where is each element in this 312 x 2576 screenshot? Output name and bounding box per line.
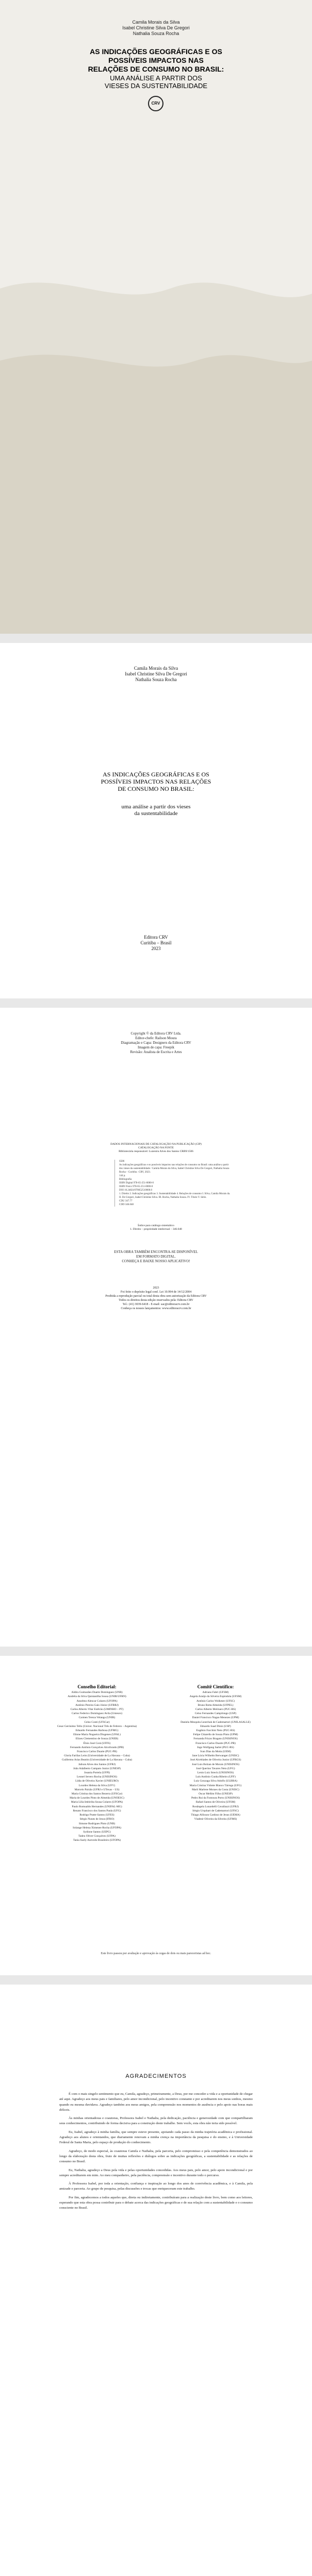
editorial-member: Maria Cristina dos Santos Bezerra (UFSCar) xyxy=(71,1792,123,1796)
cip-record xyxy=(114,1160,233,1207)
cip-line: ISBN Digital 978-65-251-0000-0 xyxy=(119,1182,154,1184)
editorial-member: Tadeu Oliver Gonçalves (UFPA) xyxy=(78,1835,116,1838)
scientific-member: Francisco Carlos Duarte (PUC-PR) xyxy=(195,1741,236,1745)
title-page-author: Nathalia Souza Rocha xyxy=(135,677,177,682)
title-page-author: Isabel Christine Silva De Gregori xyxy=(125,671,187,676)
scientific-member: Ingo Wolfgang Sarlet (PUC-RS) xyxy=(197,1745,234,1749)
paragraph: Eu, Nathalia, agradeço a Deus pela vida e pelas oportunidades concedidas. Aos meus pais, pelo amor, pelo apoio incondicional e por sempre acreditarem em mim. Ao meu companheiro, pela paciência, compreensão e incentivo durante todo o percurso. xyxy=(59,2168,253,2177)
cover-author: Nathalia Souza Rocha xyxy=(133,31,179,36)
scientific-member: Angela Araújo da Silveira Espindola (UFSM) xyxy=(189,1695,242,1699)
councils-page xyxy=(0,1656,312,1975)
acknowledgements-body xyxy=(59,2092,253,2214)
cip-line: 1. Direito 2. Indicações geográficas 3. Sustentabilidade 4. Relações de consumo I. Silva, Camila Morais da. II. De Gregori, Isabel Christine Silva. III. Rocha, Nathalia Souza. IV. Título V. Série. xyxy=(119,1193,231,1199)
credit-line: Copyright © da Editora CRV Ltda. xyxy=(130,1031,182,1036)
title-page-author: Camila Morais da Silva xyxy=(134,666,178,671)
cip-heading-line: DADOS INTERNACIONAIS DE CATALOGAÇÃO NA PUBLICAÇÃO (CIP) xyxy=(110,1143,202,1146)
scientific-member: Daniela Mesquita Leutchuk de Cademartori (UNILASALLE) xyxy=(180,1720,251,1724)
cip-line: ISBN Físico 978-65-251-0000-0 xyxy=(119,1185,153,1188)
editorial-member: Maria Lília Imbiriba Sousa Colares (UFOPA) xyxy=(71,1801,123,1804)
title-page-subtitle-line: uma análise a partir dos vieses xyxy=(121,804,191,810)
editorial-member: Aldira Guimarães Duarte Domínguez (UNB) xyxy=(71,1691,123,1694)
editorial-member: Celso Conti (UFSCar) xyxy=(84,1720,110,1724)
editorial-member: Tania Suely Azevedo Brasileiro (UFOPA) xyxy=(73,1839,121,1842)
paragraph: Eu, Isabel, agradeço à minha família, que sempre esteve presente, apoiando cada passo da minha trajetória acadêmica e profissional. Agradeço aos alunos e orientandos, que diariamente renovam a minha crença na importância da pesquisa e do ensino, e à Universidade Federal de Santa Maria, pelo espaço de produção do conhecimento. xyxy=(59,2130,253,2145)
title-page-title-line: POSSÍVEIS IMPACTOS NAS RELAÇÕES xyxy=(101,778,211,785)
publisher-name: Editora CRV xyxy=(144,935,168,940)
copyright-page xyxy=(0,1008,312,1647)
editorial-member: Carlos Federico Domínguez Avila (Unieuro) xyxy=(72,1712,122,1716)
editorial-member: Guillermo Arias Beatón (Universidade de La Havana – Cuba) xyxy=(62,1758,132,1762)
editorial-member: Cesar Gerónimo Tello (Univer. Nacional Três de Febrero – Argentina) xyxy=(57,1724,137,1728)
scientific-member: Luís Antônio Cunha Ribeiro (UFF) xyxy=(195,1775,236,1779)
editorial-member: Carmen Tereza Velanga (UNIR) xyxy=(78,1716,116,1720)
legal-line: Conheça os nossos lançamentos: www.editoracrv.com.br xyxy=(121,1307,191,1310)
scientific-member: Antônio Carlos Wolkmer (UFSC) xyxy=(196,1699,235,1703)
scientific-member: Carlos Alberto Molinaro (PUC-RS) xyxy=(195,1708,236,1711)
cip-line: 144 p. xyxy=(119,1175,126,1177)
editorial-member: Gloria Fariñas León (Universidade de La Havana – Cuba) xyxy=(64,1754,130,1758)
editorial-member: Simone Rodrigues Pinto (UNB) xyxy=(78,1822,116,1825)
legal-line: Todos os direitos desta edição reservados pela: Editora CRV xyxy=(119,1299,193,1302)
title-page-authors xyxy=(0,666,312,683)
cover-subtitle-line: VIESES DA SUSTENTABILIDADE xyxy=(104,82,208,90)
legal-line: 2023 xyxy=(153,1286,159,1290)
scientific-member: Maria Cristina Vidotte Blanco Tárrega (UFG) xyxy=(189,1784,242,1787)
paragraph: Por fim, agradecemos a todos aqueles que, direta ou indiretamente, contribuíram para a realização deste livro, bem como aos leitores, esperando que esta obra possa contribuir para o debate acerca das indicações geográficas e de sua relação com a sustentabilidade e o consumo consciente no Brasil. xyxy=(59,2195,253,2210)
title-page-title-line: AS INDICAÇÕES GEOGRÁFICAS E OS xyxy=(103,771,209,778)
scientific-member: José Luis Bolzan de Morais (UNISINOS) xyxy=(192,1762,239,1766)
editorial-member: Fernando Antônio Gonçalves Alcoforado (IPB) xyxy=(70,1745,124,1749)
cip-line: As indicações geográficas e os possíveis impactos nas relações de consumo no Brasil: uma análise a partir dos vieses da sustentabilidade / Camila Morais da Silva, Isabel Christine Silva De Gregori, Nathalia Souza Rocha – Curitiba : CRV, 2023. xyxy=(119,1164,229,1174)
acknowledgements-page xyxy=(0,1985,312,2576)
editorial-member: Carlos Alberto Vilar Estêvão (UMINHO – PT) xyxy=(70,1708,124,1711)
scientific-member: Eugênio Facchini Neto (PUC-RS) xyxy=(196,1729,235,1733)
editorial-member: Eduardo Fernandes Barbosa (UFMG) xyxy=(75,1729,119,1733)
scientific-member: Daniel Francisco Nagao Menezes (UPM) xyxy=(192,1716,239,1720)
editorial-member: Maria de Lourdes Pinto de Almeida (UNOESC) xyxy=(70,1797,124,1800)
editorial-board-list xyxy=(45,1690,149,1842)
publisher-logo: CRV xyxy=(148,96,163,111)
scientific-committee xyxy=(164,1685,267,1822)
acknowledgements-title: AGRADECIMENTOS xyxy=(125,2073,187,2079)
copyright-credits xyxy=(0,1031,312,1055)
scientific-member: Bruno Rotta Almeida (UFPEL) xyxy=(198,1703,234,1707)
notice-line: ESTA OBRA TAMBÉM ENCONTRA-SE DISPONÍVEL xyxy=(114,1250,198,1254)
paragraph: Às minhas orientadoras e coautoras, Professora Isabel e Nathalia, pela dedicação, paciência e generosidade com que compartilharam seus conhecimentos, contribuindo de forma decisiva para a construção deste trabalho. Sem vocês, esta obra não teria sido possível. xyxy=(59,2116,253,2126)
cover-page xyxy=(0,0,312,634)
editorial-member: Élsio José Corá (UFFS) xyxy=(83,1741,111,1745)
editorial-member: Renato Francisco dos Santos Paula (UFG) xyxy=(73,1809,121,1812)
scientific-member: Thiago Allisson Cardoso de Jesus (UEMA) xyxy=(191,1814,240,1817)
publisher-city: Curitiba – Brasil xyxy=(140,940,172,945)
cip-line: Bibliografia xyxy=(119,1178,132,1181)
scientific-member: Adriano Fabri (UFSM) xyxy=(202,1691,229,1694)
publication-year: 2023 xyxy=(151,946,161,951)
legal-line: Foi feito o depósito legal conf. Lei 10.994 de 14/12/2004 xyxy=(120,1291,192,1294)
scientific-committee-title: Comitê Científico: xyxy=(197,1684,234,1689)
cover-subtitle xyxy=(31,74,281,90)
title-page-title xyxy=(72,771,240,792)
cover-title xyxy=(31,47,281,74)
scientific-member: Luiz Gonzaga Silva Adolfo (ULBRA) xyxy=(193,1780,237,1783)
notice-line: EM FORMATO DIGITAL. xyxy=(136,1255,176,1259)
editorial-member: Elione Maria Nogueira Diogenes (UFAL) xyxy=(73,1733,121,1737)
digital-edition-notice xyxy=(0,1250,312,1264)
scientific-member: Jane Lúcia Wilhelm Berwanger (UNISC) xyxy=(192,1754,239,1758)
scientific-member: Vladmir Oliveira da Silveira (UFMS) xyxy=(194,1818,237,1821)
editorial-board-title: Conselho Editorial: xyxy=(77,1684,117,1689)
cover-subtitle-line: UMA ANÁLISE A PARTIR DOS xyxy=(110,74,202,82)
index-line: 1. Direito – propriedade intelectual – 346.048 xyxy=(130,1228,182,1231)
title-page xyxy=(0,643,312,998)
scientific-member: José Querino Tavares Neto (UFG) xyxy=(196,1767,235,1770)
scientific-member: Rosângela Lunardelli Cavallazzi (UFRJ) xyxy=(192,1805,239,1808)
editorial-member: Marcelo Paixão (UFRJ e UTexas – US) xyxy=(74,1788,120,1791)
cip-heading-line: Bibliotecária responsável: Luzenira Alves dos Santos CRB9/1506 xyxy=(119,1150,193,1153)
scientific-member: Lenio Luiz Streck (UNISINOS) xyxy=(197,1771,234,1775)
cover-title-line: RELAÇÕES DE CONSUMO NO BRASIL: xyxy=(88,65,224,73)
paragraph: À Professora Isabel, por toda a orientação, confiança e inspiração ao longo dos anos de convivência acadêmica, e à Camila, pela amizade e parceria. Ao grupo de pesquisa, pelas discussões e trocas que enriqueceram este trabalho. xyxy=(59,2182,253,2191)
scientific-member: Rafael Santos de Oliveira (UFSM) xyxy=(195,1801,236,1804)
legal-line: Proibida a reprodução parcial ou total desta obra sem autorização da Editora CRV xyxy=(105,1295,207,1298)
title-page-title-line: DE CONSUMO NO BRASIL: xyxy=(118,785,194,792)
scientific-committee-list xyxy=(164,1690,267,1821)
editorial-member: Sérgio Nunes de Jesus (IFRO) xyxy=(79,1818,114,1821)
scientific-member: Marli Marlene Moraes da Costa (UNISC) xyxy=(192,1788,239,1791)
editorial-member: Rodrigo Pratte-Santos (UFES) xyxy=(79,1814,114,1817)
credit-line: Diagramação e Capa: Designers da Editora CRV xyxy=(121,1041,191,1045)
cip-line: CDD 346.048 xyxy=(119,1204,134,1206)
cover-authors xyxy=(0,20,312,37)
editorial-member: Solange Helena Ximenes-Rocha (UFOPA) xyxy=(72,1826,122,1829)
scientific-member: Sérgio Urquhart de Cademartori (UFSC) xyxy=(192,1809,239,1812)
credit-line: Editor-chefe: Railson Moura xyxy=(135,1036,177,1040)
editorial-member: Antônio Pereira Gaio Júnior (UFRRJ) xyxy=(75,1703,119,1707)
cip-line: S586 xyxy=(119,1160,125,1163)
cover-title-line: POSSÍVEIS IMPACTOS NAS xyxy=(108,56,204,64)
scientific-member: Celso Fernandes Campilongo (USP) xyxy=(194,1712,237,1716)
scientific-member: Ivan Dias da Motta (UEM) xyxy=(200,1750,231,1754)
editorial-member: Lourdes Helena da Silva (UFV) xyxy=(78,1784,116,1787)
credit-line: Revisão: Analista de Escrita e Artes xyxy=(130,1050,182,1054)
editorial-member: João Adalberto Campato Junior (UNESP) xyxy=(73,1767,121,1770)
title-page-subtitle xyxy=(72,804,240,817)
editorial-member: Leonel Severo Rocha (UNISINOS) xyxy=(76,1775,118,1779)
legal-line: Tel.: (41) 3039-6418 - E-mail: sac@editoracrv.com.br xyxy=(122,1303,190,1306)
cover-artwork xyxy=(0,0,312,634)
catalog-index xyxy=(0,1224,312,1231)
scientific-member: Felipe Chiarello de Souza Pinto (UPM) xyxy=(193,1733,238,1737)
legal-notice xyxy=(0,1286,312,1311)
editorial-member: Andréia da Silva Quintanilha Sousa (UNIR/UFRN) xyxy=(68,1695,126,1699)
cip-heading xyxy=(0,1143,312,1154)
cip-line: CDU 347.77 xyxy=(119,1200,133,1202)
scientific-member: Eduardo Saad Diniz (USP) xyxy=(200,1724,231,1728)
editorial-member: Sydione Santos (UEPG) xyxy=(83,1830,111,1834)
index-line: Índice para catálogo sistemático xyxy=(138,1224,174,1227)
scientific-member: Fernanda Frizzo Bragato (UNISINOS) xyxy=(193,1737,238,1741)
paragraph: É com o mais singelo sentimento que eu, Camila, agradeço, primeiramente, a Deus, por me conceder a vida e a oportunidade de chegar até aqui. Agradeço aos meus pais e familiares, pelo amor incondicional, pelo incentivo constante e por acreditarem nos meus sonhos, mesmo quando eu mesma duvidava. Agradeço também aos meus amigos, pela compreensão nos momentos de ausência e pelo apoio nas horas mais difíceis. xyxy=(59,2092,253,2112)
editorial-member: Lídia de Oliveira Xavier (UNIEURO) xyxy=(75,1780,119,1783)
paragraph: Agradeço, de modo especial, às coautoras Camila e Nathalia, pela parceria, pelo compromisso e pela competência demonstrados ao longo da elaboração desta obra, fruto de muitas reflexões e diálogos sobre as indicações geográficas, a sustentabilidade e as relações de consumo no Brasil. xyxy=(59,2149,253,2164)
cover-title-line: AS INDICAÇÕES GEOGRÁFICAS E OS xyxy=(90,47,222,56)
title-page-subtitle-line: da sustentabilidade xyxy=(134,810,178,817)
notice-line: CONHEÇA E BAIXE NOSSO APLICATIVO! xyxy=(122,1259,190,1263)
editorial-member: Josania Portela (UFPI) xyxy=(84,1771,110,1775)
editorial-member: Paulo Romualdo Hernandes (UNIFAL-MG) xyxy=(72,1805,122,1808)
peer-review-note: Este livro passou por avaliação e aprovação às cegas de dois ou mais pareceristas ad hoc. xyxy=(101,1952,211,1955)
cip-heading-line: CATALOGAÇÃO NA FONTE xyxy=(138,1146,174,1149)
title-page-publisher xyxy=(0,935,312,952)
scientific-member: Pedro Rui da Fontoura Porto (UNISINOS) xyxy=(191,1797,240,1800)
scientific-member: José Alcebíades de Oliveira Junior (UFRGS) xyxy=(190,1758,241,1762)
scientific-member: Oscar Mellim Filho (UNESP) xyxy=(199,1792,233,1796)
editorial-member: Francisco Carlos Duarte (PUC-PR) xyxy=(77,1750,117,1754)
editorial-member: Jailson Alves dos Santos (UFRJ) xyxy=(78,1762,116,1766)
cover-author: Isabel Christine Silva De Gregori xyxy=(122,25,190,30)
editorial-member: Anselmo Alencar Colares (UFOPA) xyxy=(76,1699,118,1703)
cip-line: DOI 10.24824/978652510000.0 xyxy=(119,1189,153,1192)
editorial-member: Elizeu Clementino de Souza (UNEB) xyxy=(75,1737,119,1741)
editorial-board xyxy=(45,1685,149,1843)
cover-author: Camila Morais da Silva xyxy=(132,20,180,25)
credit-line: Imagem de capa: Freepik xyxy=(138,1045,174,1049)
